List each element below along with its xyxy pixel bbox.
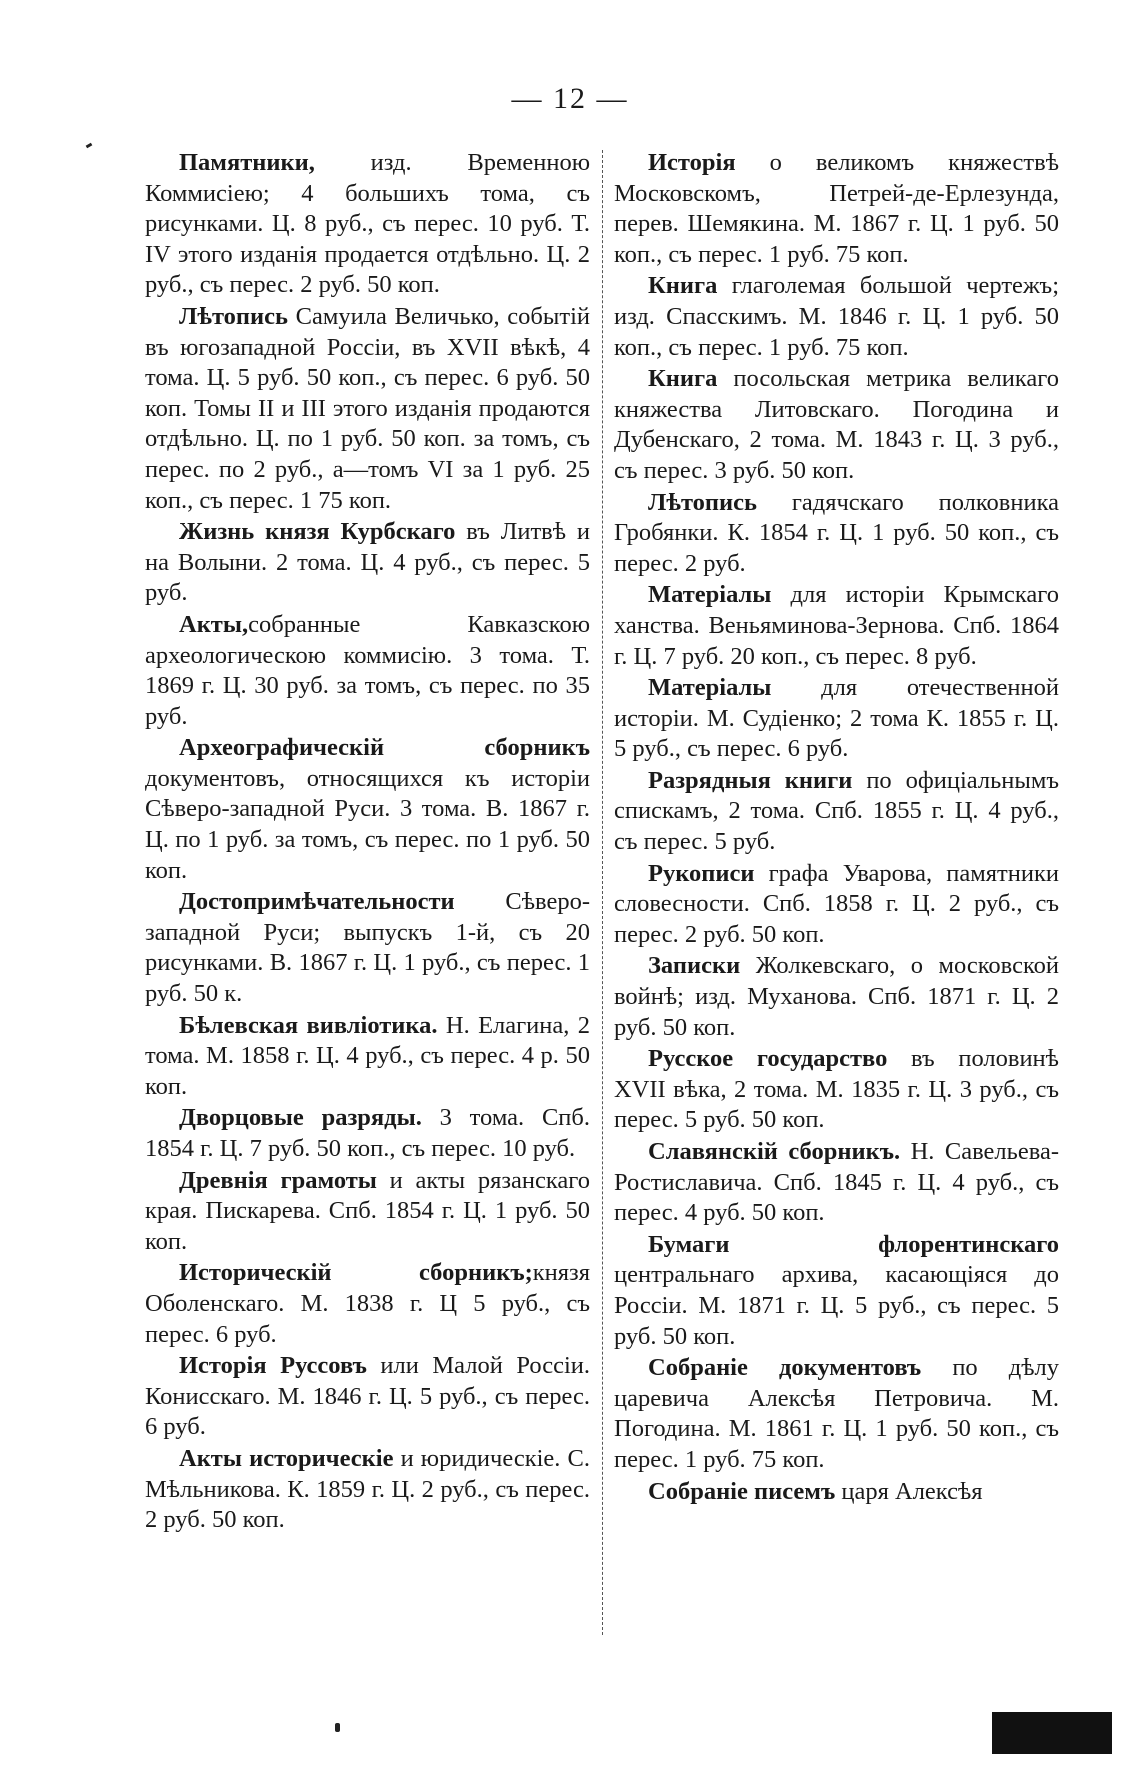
entry-title: Матеріалы bbox=[648, 674, 772, 702]
entry-title: Бумаги флорентинскаго bbox=[648, 1230, 1059, 1258]
scan-ink-blot bbox=[992, 1712, 1112, 1754]
entry-text: гадячскаго полковника Гробянки. К. 1854 г. Ц. 1 руб. 50 коп., съ перес. 2 руб. bbox=[614, 488, 1059, 577]
entry-title: Исторія bbox=[648, 149, 736, 176]
catalog-entry bbox=[145, 302, 590, 516]
scan-speck bbox=[86, 143, 93, 149]
catalog-entry bbox=[614, 148, 1059, 270]
catalog-entry bbox=[614, 1044, 1059, 1136]
catalog-entry bbox=[145, 887, 590, 1009]
entry-title: Дворцовые разряды. bbox=[179, 1104, 422, 1132]
entry-text: для отечественной исторіи. М. Судіенко; 2 тома К. 1855 г. Ц. 5 руб., съ перес. 6 руб. bbox=[614, 674, 1059, 763]
catalog-entry bbox=[614, 766, 1059, 858]
catalog-entry bbox=[145, 1258, 590, 1350]
entry-text: Жолкевскаго, о московской войнѣ; изд. Муханова. Спб. 1871 г. Ц. 2 руб. 50 коп. bbox=[614, 952, 1059, 1041]
entry-text: Н. Савельева-Ростиславича. Спб. 1845 г. Ц. 4 руб., съ перес. 4 руб. 50 коп. bbox=[614, 1138, 1059, 1227]
entry-title: Историческій сборникъ; bbox=[179, 1259, 533, 1287]
entry-text: Сѣверо-западной Руси; выпускъ 1-й, съ 20 рисунками. В. 1867 г. Ц. 1 руб., съ перес. 1 руб. 50 к. bbox=[145, 888, 590, 1008]
catalog-entry bbox=[145, 1011, 590, 1103]
catalog-entry bbox=[614, 488, 1059, 580]
column-divider bbox=[602, 150, 603, 1635]
entry-text: Н. Елагина, 2 тома. М. 1858 г. Ц. 4 руб., съ перес. 4 р. 50 коп. bbox=[145, 1011, 591, 1100]
entry-text: центральнаго архива, касающіяся до Россіи. М. 1871 г. Ц. 5 руб., съ перес. 5 руб. 50 коп. bbox=[614, 1261, 1059, 1350]
entry-title: Лѣтопись bbox=[648, 488, 757, 516]
entry-title: Собраніе писемъ bbox=[648, 1477, 836, 1505]
entry-title: Собраніе документовъ bbox=[648, 1354, 922, 1382]
catalog-entry bbox=[614, 580, 1059, 672]
left-column bbox=[145, 148, 590, 1536]
catalog-entry bbox=[145, 148, 590, 301]
entry-title: Древнія грамоты bbox=[179, 1166, 377, 1194]
entry-title: Археографическій сборникъ bbox=[179, 734, 590, 762]
entry-title: Акты историческіе bbox=[179, 1444, 394, 1472]
catalog-entry bbox=[145, 733, 590, 886]
entry-title: Русское государство bbox=[648, 1045, 888, 1073]
catalog-entry bbox=[614, 271, 1059, 363]
entry-title: Рукописи bbox=[648, 859, 755, 887]
catalog-entry bbox=[145, 610, 590, 732]
catalog-entry bbox=[145, 517, 590, 609]
entry-text: царя Алексѣя bbox=[835, 1477, 983, 1505]
page-number: — 12 — bbox=[511, 82, 629, 115]
entry-text: изд. Временною Коммисіею; 4 большихъ тома, съ рисунками. Ц. 8 руб., съ перес. 10 руб. Т. IV этого изданія продается отдѣльно. Ц. 2 руб., съ перес. 2 руб. 50 коп. bbox=[145, 149, 590, 299]
entry-text: для исторіи Крымскаго ханства. Веньяминова-Зернова. Спб. 1864 г. Ц. 7 руб. 20 коп., съ перес. 8 руб. bbox=[614, 581, 1059, 670]
catalog-entry bbox=[614, 1477, 1059, 1508]
entry-title: Славянскій сборникъ. bbox=[648, 1138, 901, 1165]
entry-title: Достопримѣчательности bbox=[179, 888, 455, 916]
entry-text: о великомъ княжествѣ Московскомъ, Петрей-де-Ерлезунда, перев. Шемякина. М. 1867 г. Ц. 1 руб. 50 коп., съ перес. 1 руб. 75 коп. bbox=[614, 149, 1059, 268]
entry-title: Матеріалы bbox=[648, 581, 772, 609]
catalog-entry bbox=[614, 951, 1059, 1043]
entry-text: или Малой Россіи. Конисскаго. М. 1846 г. Ц. 5 руб., съ перес. 6 руб. bbox=[145, 1352, 590, 1441]
catalog-entry bbox=[614, 1353, 1059, 1475]
entry-title: Акты, bbox=[179, 610, 249, 638]
catalog-entry bbox=[145, 1166, 590, 1258]
catalog-entry bbox=[614, 859, 1059, 951]
catalog-entry bbox=[614, 1137, 1059, 1229]
entry-text: по офиціальнымъ спискамъ, 2 тома. Спб. 1855 г. Ц. 4 руб., съ перес. 5 руб. bbox=[614, 766, 1059, 856]
entry-title: Записки bbox=[648, 952, 741, 980]
entry-title: Лѣтопись bbox=[179, 302, 288, 330]
catalog-entry bbox=[614, 364, 1059, 486]
entry-text: графа Уварова, памятники словесности. Спб. 1858 г. Ц. 2 руб., съ перес. 2 руб. 50 коп. bbox=[614, 859, 1059, 948]
entry-text: Самуила Величько, событій въ югозападной Россіи, въ XVII вѣкѣ, 4 тома. Ц. 5 руб. 50 коп., съ перес. 6 руб. 50 коп. Томы II и III этого изданія продаются отдѣльно. Ц. по 1 руб. 50 коп. за томъ, съ перес. по 2 руб., а—томъ VI за 1 руб. 25 коп., съ перес. 1 75 коп. bbox=[145, 302, 590, 514]
entry-text: въ Литвѣ и на Волыни. 2 тома. Ц. 4 руб., съ перес. 5 руб. bbox=[145, 518, 590, 607]
entry-title: Бѣлевская вивліотика. bbox=[179, 1011, 438, 1039]
right-column bbox=[614, 148, 1059, 1507]
catalog-entry bbox=[145, 1103, 590, 1164]
entry-text: и юридическіе. С. Мѣльникова. К. 1859 г. Ц. 2 руб., съ перес. 2 руб. 50 коп. bbox=[145, 1444, 590, 1534]
catalog-entry bbox=[145, 1444, 590, 1536]
entry-title: Разрядныя книги bbox=[648, 766, 853, 794]
entry-text: посольская метрика великаго княжества Литовскаго. Погодина и Дубенскаго, 2 тома. М. 1843 г. Ц. 3 руб., съ перес. 3 руб. 50 коп. bbox=[614, 365, 1059, 484]
catalog-entry bbox=[145, 1351, 590, 1443]
entry-title: Жизнь князя Курбскаго bbox=[179, 518, 456, 546]
entry-text: по дѣлу царевича Алексѣя Петровича. М. Погодина. М. 1861 г. Ц. 1 руб. 50 коп., съ перес. 1 руб. 75 коп. bbox=[614, 1354, 1059, 1473]
entry-text: собранные Кавказскою археологическою коммисію. 3 тома. Т. 1869 г. Ц. 30 руб. за томъ, съ перес. по 35 руб. bbox=[145, 610, 590, 730]
catalog-entry bbox=[614, 1230, 1059, 1352]
entry-title: Исторія Руссовъ bbox=[179, 1352, 367, 1380]
entry-title: Книга bbox=[648, 272, 718, 300]
entry-title: Книга bbox=[648, 365, 718, 393]
entry-title: Памятники, bbox=[179, 149, 315, 176]
entry-text: глаголемая большой чертежъ; изд. Спасскимъ. М. 1846 г. Ц. 1 руб. 50 коп., съ перес. 1 руб. 75 коп. bbox=[614, 272, 1059, 361]
catalog-entry bbox=[614, 673, 1059, 765]
scan-speck bbox=[335, 1723, 340, 1732]
entry-text: 3 тома. Спб. 1854 г. Ц. 7 руб. 50 коп., съ перес. 10 руб. bbox=[145, 1104, 590, 1162]
entry-text: документовъ, относящихся къ исторіи Сѣверо-западной Руси. 3 тома. В. 1867 г. Ц. по 1 руб. за томъ, съ перес. по 1 руб. 50 коп. bbox=[145, 764, 590, 884]
entry-text: и акты рязанскаго края. Пискарева. Спб. 1854 г. Ц. 1 руб. 50 коп. bbox=[145, 1166, 590, 1255]
entry-text: князя Оболенскаго. М. 1838 г. Ц 5 руб., съ перес. 6 руб. bbox=[145, 1259, 590, 1348]
entry-text: въ половинѣ XVII вѣка, 2 тома. М. 1835 г. Ц. 3 руб., съ перес. 5 руб. 50 коп. bbox=[614, 1045, 1059, 1134]
